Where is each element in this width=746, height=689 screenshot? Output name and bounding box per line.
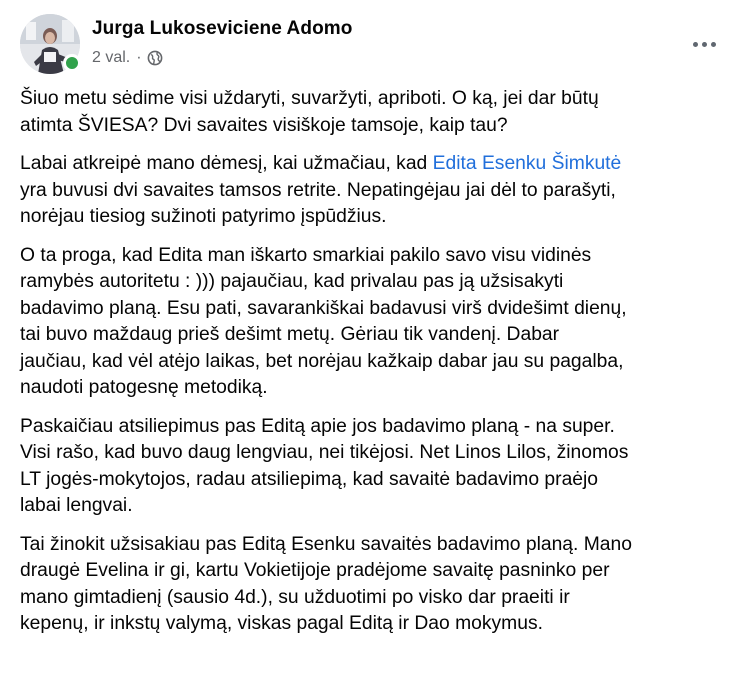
- post-paragraph-5: [20, 532, 732, 638]
- post-text: [20, 86, 732, 650]
- text-line: ramybės autoritetu : ))) pajaučiau, kad privalau pas ją užsisakyti: [20, 271, 564, 292]
- text-line: [20, 151, 732, 178]
- text-line: Tai žinokit užsisakiau pas Editą Esenku savaitės badavimo planą. Mano: [20, 533, 632, 555]
- online-status-indicator: [63, 54, 81, 72]
- post-paragraph-1: [20, 86, 732, 139]
- text-line: draugė Evelina ir gi, kartu Vokietijoje pradėjome savaitę pasninko per: [20, 560, 610, 581]
- text-line: labai lengvai.: [20, 495, 133, 516]
- post-paragraph-4: [20, 414, 732, 520]
- post-paragraph-2: [20, 151, 732, 231]
- text-line: badavimo planą. Esu pati, savarankiškai badavusi virš dvidešimt dienų,: [20, 297, 627, 319]
- author-avatar[interactable]: [20, 14, 80, 74]
- globe-icon[interactable]: [147, 50, 163, 66]
- text-line: norėjau tiesiog sužinoti patyrimo įspūdžius.: [20, 206, 387, 227]
- text-line: kepenų, ir inkstų valymą, viskas pagal Editą ir Dao mokymus.: [20, 613, 543, 634]
- post-paragraph-3: [20, 243, 732, 402]
- author-name-link[interactable]: Jurga Lukoseviciene Adomo: [92, 18, 353, 39]
- text-line: jaučiau, kad vėl atėjo laikas, bet norėjau kažkaip dabar jau su pagalba,: [20, 350, 624, 372]
- text-line: naudoti patogesnę metodiką.: [20, 377, 268, 398]
- text-line: atimta ŠVIESA? Dvi savaites visiškoje tamsoje, kaip tau?: [20, 114, 508, 136]
- text-segment: Labai atkreipė mano dėmesį, kai užmačiau, kad: [20, 153, 433, 174]
- meta-separator: ·: [136, 49, 142, 66]
- text-line: mano gimtadienį (sausio 4d.), su užduotimi po visko dar praeiti ir: [20, 586, 570, 608]
- text-line: Paskaičiau atsiliepimus pas Editą apie jos badavimo planą - na super.: [20, 415, 615, 437]
- text-line: Šiuo metu sėdime visi uždaryti, suvaržyti, apriboti. O ką, jei dar būtų: [20, 88, 599, 109]
- text-line: yra buvusi dvi savaites tamsos retrite. Nepatingėjau jai dėl to parašyti,: [20, 179, 616, 201]
- more-options-button[interactable]: [686, 26, 722, 62]
- text-line: O ta proga, kad Edita man iškarto smarkiai pakilo savo visu vidinės: [20, 244, 592, 266]
- mention-link[interactable]: Edita Esenku Šimkutė: [432, 153, 622, 174]
- post-timestamp-link[interactable]: 2 val.: [92, 49, 131, 66]
- text-line: LT jogės-mokytojos, radau atsiliepimą, kad savaitė badavimo praėjo: [20, 468, 599, 490]
- post-header: [20, 14, 726, 76]
- text-line: tai buvo maždaug prieš dešimt metų. Gėriau tik vandenį. Dabar: [20, 324, 560, 345]
- more-horizontal-icon: [691, 42, 718, 47]
- post-meta: [92, 49, 163, 67]
- text-line: Visi rašo, kad buvo daug lengviau, nei tikėjosi. Net Linos Lilos, žinomos: [20, 442, 629, 463]
